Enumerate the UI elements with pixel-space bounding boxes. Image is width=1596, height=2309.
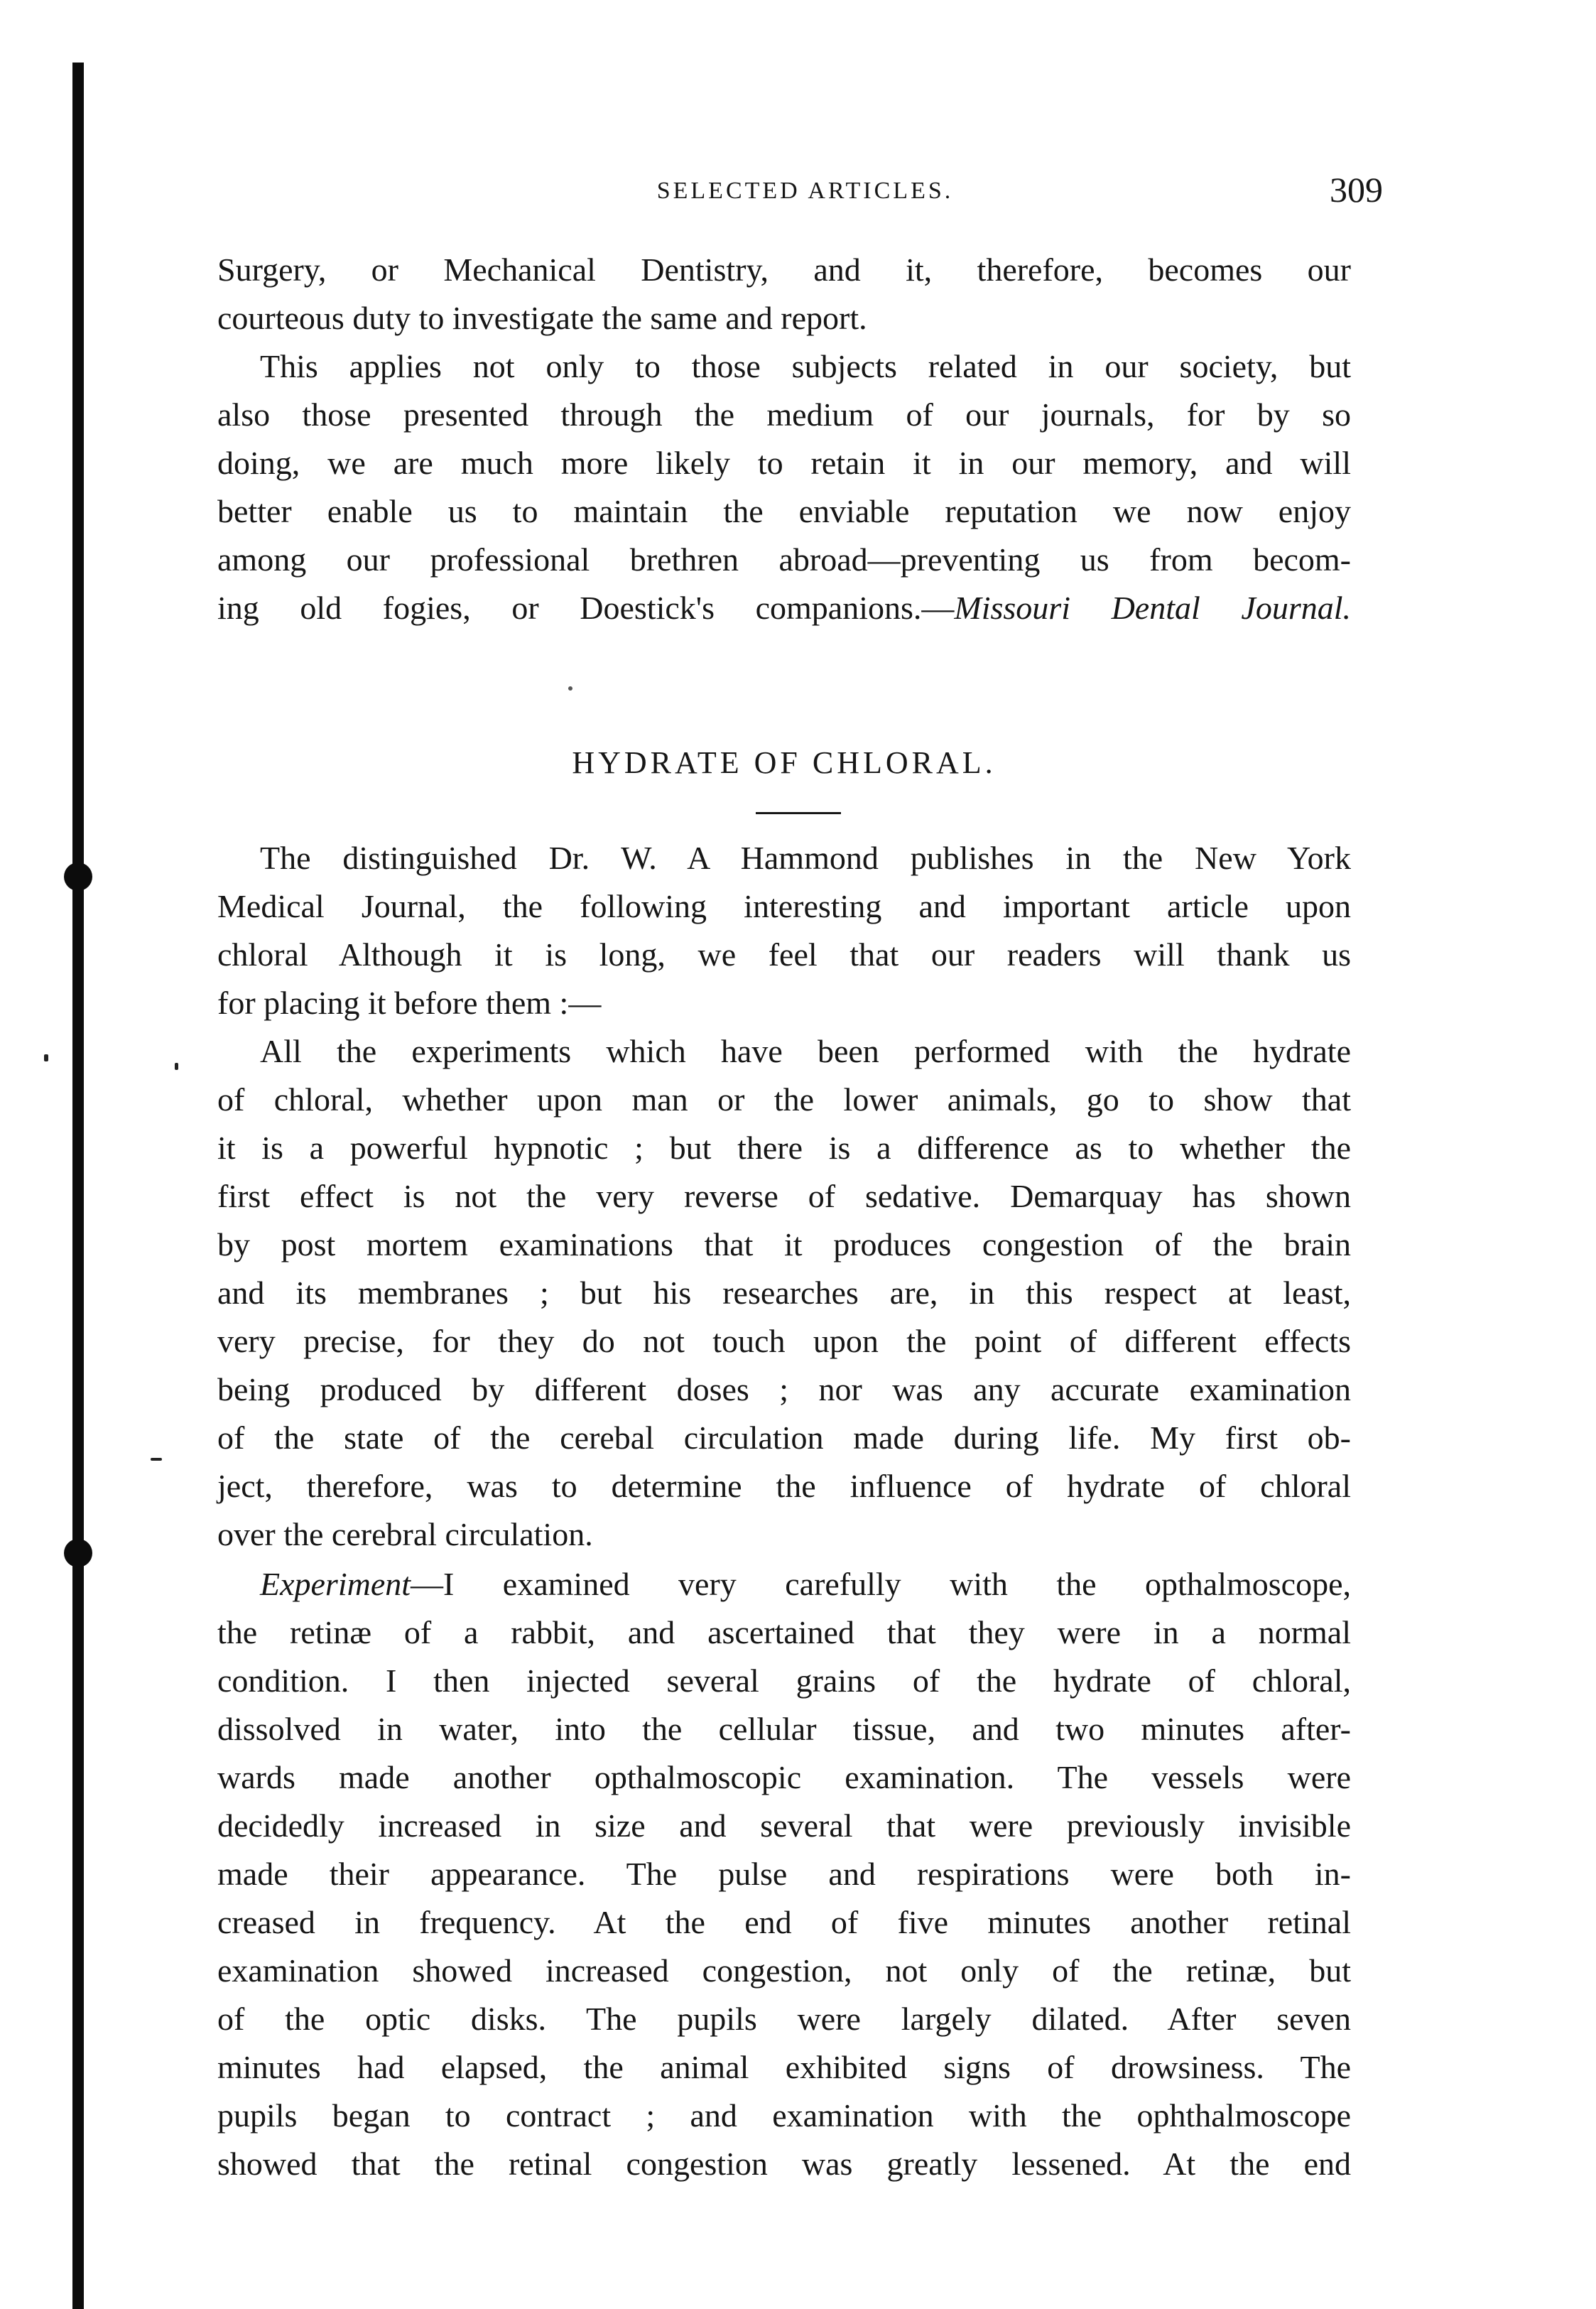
running-head: [227, 169, 1383, 212]
article-title: HYDRATE OF CHLORAL.: [572, 745, 997, 780]
page-number: 309: [1330, 170, 1383, 210]
text-line: pupils began to contract ; and examination with the ophthalmoscope: [217, 2097, 1351, 2134]
text-line: wards made another opthalmoscopic examination. The vessels were: [217, 1759, 1351, 1795]
previous-article-text: [217, 246, 1351, 632]
text-line: condition. I then injected several grains of the hydrate of chloral,: [217, 1662, 1351, 1699]
text-line-with-label: [217, 1560, 1351, 1608]
scan-speck: [151, 1458, 162, 1461]
text-line: Surgery, or Mechanical Dentistry, and it, therefore, becomes our: [217, 252, 1351, 288]
text-line: by post mortem examinations that it produces congestion of the brain: [217, 1226, 1351, 1262]
scan-speck: [44, 1054, 48, 1061]
article-body: [217, 834, 1351, 1559]
text-line: All the experiments which have been performed with the hydrate: [260, 1033, 1351, 1069]
binding-hole: [64, 863, 92, 891]
text-line: and its membranes ; but his researches are, in this respect at least,: [217, 1275, 1351, 1311]
text-line-with-source: [217, 584, 1351, 632]
text-line: chloral Although it is long, we feel that our readers will thank us: [217, 936, 1351, 973]
text-line: examination showed increased congestion, not only of the retinæ, but: [217, 1952, 1351, 1989]
text-line: the retinæ of a rabbit, and ascertained that they were in a normal: [217, 1614, 1351, 1650]
text-line: very precise, for they do not touch upon the point of different effects: [217, 1323, 1351, 1359]
text-line: over the cerebral circulation.: [217, 1516, 593, 1552]
text-line: This applies not only to those subjects related in our society, but: [260, 348, 1351, 384]
text-line-fragment: —I examined very carefully with the opthalmoscope,: [411, 1566, 1351, 1602]
text-line: doing, we are much more likely to retain it in our memory, and will: [217, 445, 1351, 481]
text-line-fragment: ing old fogies, or Doestick's companions.—: [217, 590, 955, 626]
text-line: it is a powerful hypnotic ; but there is a difference as to whether the: [217, 1130, 1351, 1166]
text-line: ject, therefore, was to determine the influence of hydrate of chloral: [217, 1468, 1351, 1504]
text-line: of the state of the cerebal circulation made during life. My first ob-: [217, 1420, 1351, 1456]
text-line: decidedly increased in size and several that were previously invisible: [217, 1807, 1351, 1844]
text-line: dissolved in water, into the cellular tissue, and two minutes after-: [217, 1711, 1351, 1747]
text-line: minutes had elapsed, the animal exhibited signs of drowsiness. The: [217, 2049, 1351, 2085]
source-citation: Missouri Dental Journal.: [954, 590, 1352, 626]
experiment-label: Experiment: [260, 1566, 411, 1602]
text-line: Medical Journal, the following interesting and important article upon: [217, 888, 1351, 924]
title-rule: [756, 812, 841, 814]
text-line: of chloral, whether upon man or the lower animals, go to show that: [217, 1081, 1351, 1118]
text-line: showed that the retinal congestion was greatly lessened. At the end: [217, 2146, 1351, 2182]
binding-hole: [64, 1539, 92, 1567]
text-line: The distinguished Dr. W. A Hammond publishes in the New York: [260, 840, 1351, 876]
text-line: of the optic disks. The pupils were largely dilated. After seven: [217, 2001, 1351, 2037]
running-title: SELECTED ARTICLES.: [656, 178, 954, 204]
text-line: for placing it before them :—: [217, 985, 602, 1021]
text-line: first effect is not the very reverse of sedative. Demarquay has shown: [217, 1178, 1351, 1214]
text-line: creased in frequency. At the end of five minutes another retinal: [217, 1904, 1351, 1940]
text-line: among our professional brethren abroad—preventing us from becom-: [217, 541, 1351, 578]
scan-speck: [175, 1063, 178, 1070]
text-line: courteous duty to investigate the same and report.: [217, 300, 867, 336]
text-line: being produced by different doses ; nor was any accurate examination: [217, 1371, 1351, 1407]
text-line: made their appearance. The pulse and respirations were both in-: [217, 1856, 1351, 1892]
text-line: also those presented through the medium of our journals, for by so: [217, 396, 1351, 433]
scan-dot: [568, 686, 572, 691]
text-line: better enable us to maintain the enviable reputation we now enjoy: [217, 493, 1351, 529]
experiment-paragraph: [217, 1560, 1351, 2188]
binding-edge: [72, 63, 84, 2309]
